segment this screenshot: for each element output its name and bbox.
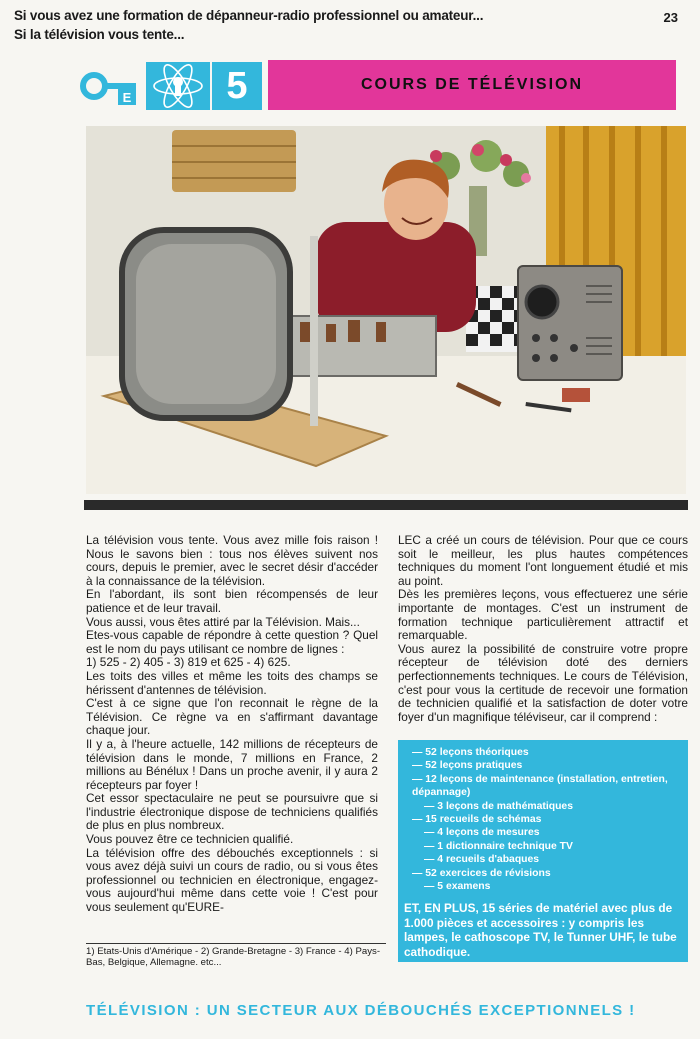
paragraph: Les toits des villes et même les toits des champs se hérissent d'antennes de télévision. — [86, 668, 378, 697]
page-number: 23 — [663, 10, 678, 25]
article-column-2 — [398, 534, 688, 724]
section-divider — [84, 500, 688, 510]
lesson-number: 5 — [212, 62, 262, 110]
extra-material-text: ET, EN PLUS, 15 séries de matériel avec plus de 1.000 pièces et accessoires : y compris les lampes, le cathoscope TV, le Tunner UHF, le tube cathodique. — [404, 901, 677, 959]
intro-line-2: Si la télévision vous tente... — [14, 27, 185, 42]
footnote: 1) Etats-Unis d'Amérique - 2) Grande-Bretagne - 3) France - 4) Pays-Bas, Belgique, Allemagne. etc... — [86, 943, 386, 968]
list-item: — 15 recueils de schémas — [412, 814, 542, 826]
atom-icon — [146, 62, 210, 110]
paragraph: Cet essor spectaculaire ne peut se poursuivre que si l'industrie électronique dispose de techniciens qualifiés de plus en plus nombreux. — [86, 791, 378, 833]
list-item: — 52 exercices de révisions — [412, 867, 551, 879]
course-contents-list — [398, 740, 688, 893]
course-contents-box — [398, 740, 688, 962]
list-item: — 4 recueils d'abaques — [424, 854, 540, 866]
paragraph: Vous aussi, vous êtes attiré par la Télévision. Mais... — [86, 614, 360, 629]
list-item: — 4 leçons de mesures — [424, 827, 540, 839]
list-item: — 52 leçons pratiques — [412, 760, 523, 772]
paragraph: La télévision vous tente. Vous avez mille fois raison ! Nous le savons bien : tous nos élèves suivent nos cours, depuis le premier, avec le secret désir d'accéder à la connaissance de la télévision. — [86, 533, 378, 588]
list-item: — 52 leçons théoriques — [412, 747, 529, 758]
intro-line-1: Si vous avez une formation de dépanneur-radio professionnel ou amateur... — [14, 8, 484, 23]
list-item: — 1 dictionnaire technique TV — [424, 840, 573, 852]
paragraph: Vous pouvez être ce technicien qualifié. — [86, 832, 294, 847]
intro-text — [14, 6, 483, 44]
paragraph: Il y a, à l'heure actuelle, 142 millions de récepteurs de télévision dans le monde, 7 millions en France, 2 millions au Bénélux ! Dans un proche avenir, il y aura 2 récepteurs par foyer ! — [86, 736, 378, 792]
list-item: — 5 examens — [424, 881, 491, 893]
paragraph: La télévision offre des débouchés exceptionnels : si vous avez déjà suivi un cours de radio, ou si vous êtes professionnel ou technicien en électronique, engagez-vous aujourd'hui même dans cette voie ! C'est pour vous seulement qu'EURE- — [86, 845, 378, 915]
list-item: — 12 leçons de maintenance (installation, entretien, dépannage) — [412, 773, 668, 799]
paragraph: LEC a créé un cours de télévision. Pour que ce cours soit le meilleur, les plus hautes compétences techniques du moment l'ont longuement étudié et mis au point. — [398, 533, 688, 588]
atom-emblem — [146, 62, 210, 110]
paragraph: Dès les premières leçons, vous effectuerez une série importante de montages. C'est un instrument de formation technique particulièrement attractif et remarquable. — [398, 587, 688, 643]
list-item: — 3 leçons de mathématiques — [424, 800, 573, 812]
photo-young-man-repairing-tv — [86, 126, 686, 494]
key-icon — [80, 62, 142, 110]
article-column-1 — [86, 534, 378, 915]
paragraph: Etes-vous capable de répondre à cette question ? Quel est le nom du pays utilisant ce nombre de lignes : — [86, 628, 378, 656]
paragraph: C'est à ce signe que l'on reconnait le règne de la Télévision. Ce règne va en s'affirmant davantage chaque jour. — [86, 696, 378, 738]
paragraph: En l'abordant, ils sont bien récompensés de leur patience et de leur travail. — [86, 587, 378, 615]
closing-slogan: TÉLÉVISION : UN SECTEUR AUX DÉBOUCHÉS EXCEPTIONNELS ! — [86, 1002, 636, 1019]
paragraph: Vous aurez la possibilité de construire votre propre récepteur de télévision doté des derniers perfectionnements techniques. Le cours de Télévision, c'est pour vous la certitude de recevoir une formation de technicien qualifié et la satisfaction de doter votre foyer d'un magnifique téléviseur, car il comprend : — [398, 641, 688, 724]
page-title: COURS DE TÉLÉVISION — [268, 60, 676, 110]
key-letter: E — [122, 90, 132, 105]
paragraph: 1) 525 - 2) 405 - 3) 819 et 625 - 4) 625. — [86, 655, 291, 670]
